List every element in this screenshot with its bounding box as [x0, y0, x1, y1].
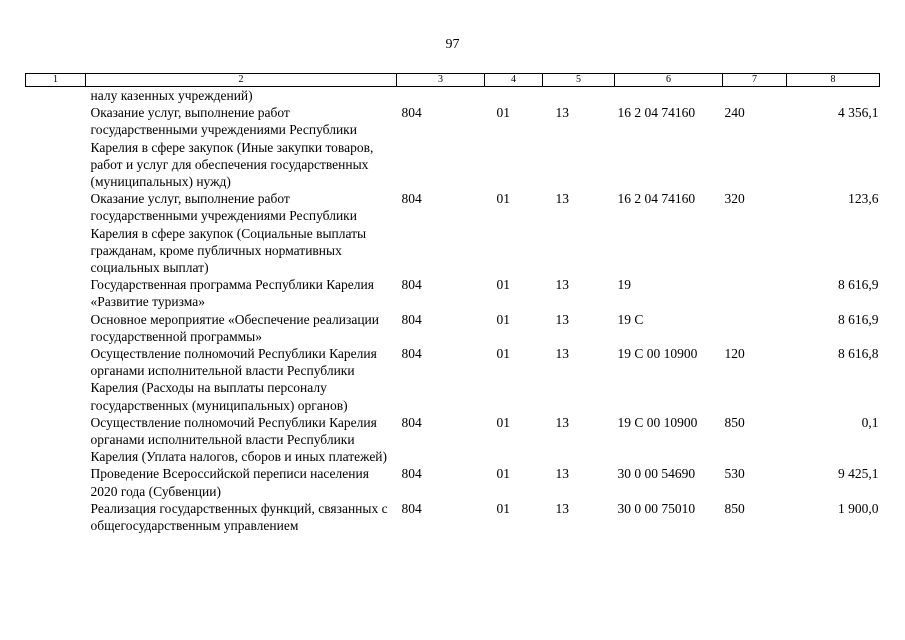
department-code-cell: 804 — [401, 105, 422, 121]
row-number-cell — [26, 190, 86, 276]
expense-name-cell: Основное мероприятие «Обеспечение реализации государственной программы» — [90, 311, 379, 344]
section-cell: 01 — [496, 105, 510, 121]
column-header: 3 — [397, 74, 485, 87]
section-cell: 01 — [496, 346, 510, 362]
department-code-cell: 804 — [401, 500, 422, 516]
subsection-cell: 13 — [555, 311, 569, 327]
target-article-cell: 19 С 00 10900 — [617, 346, 698, 362]
department-code-cell: 804 — [401, 346, 422, 362]
expense-name-cell: Реализация государственных функций, связанных с общегосударственным управлением — [90, 500, 388, 534]
expense-name-cell: Оказание услуг, выполнение работ государственными учреждениями Республики Карелия в сфере закупок (Иные закупки товаров, работ и услуг для обеспечения государственных (муниципальных) нужд) — [90, 105, 374, 190]
row-number-cell — [26, 465, 86, 499]
amount-cell: 4 356,1 — [838, 105, 879, 121]
department-code-cell — [397, 87, 485, 105]
amount-cell: 8 616,9 — [838, 277, 879, 293]
amount-cell: 123,6 — [848, 191, 879, 207]
subsection-cell: 13 — [555, 414, 569, 430]
table-row — [26, 465, 880, 499]
expense-name-cell: Проведение Всероссийской переписи населения 2020 года (Субвенции) — [90, 466, 369, 499]
target-article-cell: 19 — [617, 277, 631, 293]
table-row — [26, 414, 880, 466]
row-number-cell — [26, 414, 86, 466]
target-article-cell: 30 0 00 54690 — [617, 466, 696, 482]
table-row — [26, 104, 880, 190]
column-header: 2 — [86, 74, 397, 87]
department-code-cell: 804 — [401, 466, 422, 482]
section-cell: 01 — [496, 311, 510, 327]
amount-cell: 1 900,0 — [838, 500, 879, 516]
subsection-cell: 13 — [555, 466, 569, 482]
subsection-cell: 13 — [555, 277, 569, 293]
expense-type-cell: 850 — [724, 414, 745, 430]
expense-name-cell: Оказание услуг, выполнение работ государственными учреждениями Республики Карелия в сфере закупок (Социальные выплаты гражданам, кроме публичных нормативных социальных выплат) — [90, 191, 367, 276]
expense-type-cell: 850 — [724, 500, 745, 516]
target-article-cell — [615, 87, 723, 105]
department-code-cell: 804 — [401, 191, 422, 207]
section-cell: 01 — [496, 277, 510, 293]
subsection-cell: 13 — [555, 105, 569, 121]
table-row — [26, 500, 880, 534]
table-row — [26, 311, 880, 345]
target-article-cell: 30 0 00 75010 — [617, 500, 696, 516]
row-number-cell — [26, 87, 86, 105]
row-number-cell — [26, 500, 86, 534]
row-number-cell — [26, 311, 86, 345]
column-number-header-row — [26, 74, 880, 87]
column-header: 7 — [723, 74, 787, 87]
target-article-cell: 16 2 04 74160 — [617, 105, 696, 121]
expense-type-cell: 240 — [724, 105, 745, 121]
amount-cell: 0,1 — [861, 414, 879, 430]
table-row — [26, 190, 880, 276]
column-header: 5 — [543, 74, 615, 87]
section-cell: 01 — [496, 500, 510, 516]
subsection-cell: 13 — [555, 346, 569, 362]
expense-name-cell: Осуществление полномочий Республики Карелия органами исполнительной власти Республики Карелия (Расходы на выплаты персоналу государственных (муниципальных) органов) — [90, 346, 377, 413]
target-article-cell: 19 С 00 10900 — [617, 414, 698, 430]
expense-name-cell: Государственная программа Республики Карелия «Развитие туризма» — [90, 277, 374, 310]
expense-type-cell: 120 — [724, 346, 745, 362]
section-cell: 01 — [496, 466, 510, 482]
page-number: 97 — [445, 37, 460, 52]
row-number-cell — [26, 276, 86, 310]
target-article-cell: 19 С — [617, 311, 644, 327]
section-cell — [485, 87, 543, 105]
expense-name-cell: Осуществление полномочий Республики Карелия органами исполнительной власти Республики Карелия (Уплата налогов, сборов и иных платежей) — [90, 414, 388, 465]
column-header: 6 — [615, 74, 723, 87]
column-header: 8 — [787, 74, 880, 87]
subsection-cell — [543, 87, 615, 105]
column-header: 1 — [26, 74, 86, 87]
budget-table — [25, 73, 880, 534]
expense-name-cell: налу казенных учреждений) — [90, 88, 253, 103]
section-cell: 01 — [496, 414, 510, 430]
subsection-cell: 13 — [555, 191, 569, 207]
expense-type-cell: 320 — [724, 191, 745, 207]
table-row — [26, 276, 880, 310]
expense-type-cell — [723, 87, 787, 105]
department-code-cell: 804 — [401, 414, 422, 430]
column-header: 4 — [485, 74, 543, 87]
section-cell: 01 — [496, 191, 510, 207]
amount-cell: 8 616,8 — [838, 346, 879, 362]
expense-type-cell: 530 — [724, 466, 745, 482]
table-row — [26, 345, 880, 414]
row-number-cell — [26, 345, 86, 414]
table-row — [26, 87, 880, 105]
amount-cell: 8 616,9 — [838, 311, 879, 327]
department-code-cell: 804 — [401, 311, 422, 327]
amount-cell — [787, 87, 880, 105]
subsection-cell: 13 — [555, 500, 569, 516]
amount-cell: 9 425,1 — [838, 466, 879, 482]
expense-type-cell — [723, 276, 787, 310]
department-code-cell: 804 — [401, 277, 422, 293]
expense-type-cell — [723, 311, 787, 345]
target-article-cell: 16 2 04 74160 — [617, 191, 696, 207]
row-number-cell — [26, 104, 86, 190]
